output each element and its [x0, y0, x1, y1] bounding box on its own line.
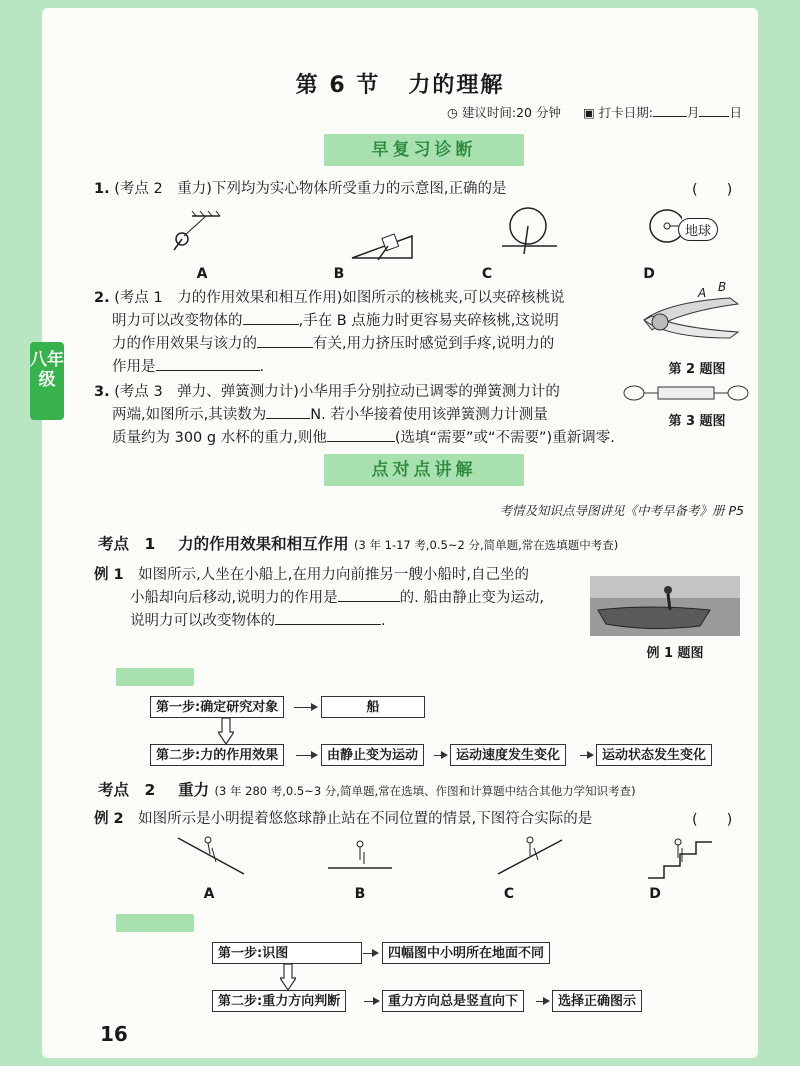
- thinking-tag-2: [116, 914, 194, 932]
- explain-banner: 点对点讲解: [324, 454, 524, 486]
- boat-photo: [590, 576, 740, 636]
- nutcracker-point-a: A: [698, 286, 707, 300]
- q2-blank-1[interactable]: [243, 310, 299, 325]
- q2-blank-2[interactable]: [257, 333, 313, 348]
- q3-caption: 第 3 题图: [668, 414, 726, 429]
- time-meta: ◷ 建议时间:20 分钟 ▣ 打卡日期: 月 日: [447, 102, 742, 121]
- q3-blank-2[interactable]: [327, 427, 395, 442]
- spring-scale-figure: [620, 378, 752, 408]
- ex2-answer-paren[interactable]: ( ): [692, 812, 733, 828]
- flow2-down-arrow: [280, 964, 296, 992]
- q1-option-d[interactable]: D: [643, 266, 655, 282]
- ex1-blank-2[interactable]: [275, 610, 381, 625]
- review-banner: 早复习诊断: [324, 134, 524, 166]
- section-name: 力的理解: [408, 73, 505, 98]
- question-3: 3. (考点 3 弹力、弹簧测力计)小华用手分别拉动已调零的弹簧测力计的 两端,如图所示,其读数为 N. 若小华接着使用该弹簧测力计测量 质量约为 300 g 水杯的重力,则他 (选填“需要”或“不需要”)重新调零.: [94, 384, 615, 446]
- ex2-figure-b: [328, 841, 392, 868]
- ex2-option-c[interactable]: C: [503, 886, 515, 902]
- flow1-box-1: 由静止变为运动: [321, 744, 424, 766]
- flow2-step1: 第一步:识图: [212, 942, 362, 964]
- page-number: 16: [100, 1022, 128, 1046]
- reference-note: 考情及知识点导图讲见《中考早备考》册 P5: [499, 503, 744, 518]
- ex2-figure-d: [648, 839, 712, 878]
- flow1-box-3: 运动状态发生变化: [596, 744, 712, 766]
- example-1: 例 1 如图所示,人坐在小船上,在用力向前推另一艘小船时,自己坐的 小船却向后移动,说明力的作用是 的. 船由静止变为运动, 说明力可以改变物体的 .: [94, 567, 544, 629]
- q1-figure-c: [502, 208, 557, 254]
- flow2-arrow-1: [363, 953, 377, 954]
- flow1-step1: 第一步:确定研究对象: [150, 696, 284, 718]
- flow2-step2: 第二步:重力方向判断: [212, 990, 346, 1012]
- q1-figure-a: [174, 211, 220, 250]
- flow1-box-2: 运动速度发生变化: [450, 744, 566, 766]
- q2-blank-3[interactable]: [156, 356, 260, 371]
- ex2-option-b[interactable]: B: [354, 886, 366, 902]
- flow1-target: 船: [321, 696, 425, 718]
- thinking-tag-1: [116, 668, 194, 686]
- flow2-arrow-3: [536, 1001, 548, 1002]
- month-blank[interactable]: [653, 102, 687, 117]
- q2-caption: 第 2 题图: [668, 362, 726, 377]
- calendar-icon: ▣: [582, 105, 595, 120]
- ex2-figure-a: [178, 837, 244, 874]
- q1-answer-paren[interactable]: ( ): [692, 182, 733, 198]
- q1-figures: [162, 206, 682, 268]
- topic-1-heading: 考点 1 力的作用效果和相互作用 (3 年 1-17 考,0.5~2 分,简单题,常在选填题中考查): [98, 535, 619, 553]
- flow2-box-1: 四幅图中小明所在地面不同: [382, 942, 550, 964]
- q1-figure-d: [650, 210, 682, 242]
- flow1-step2: 第二步:力的作用效果: [150, 744, 284, 766]
- topic-2-heading: 考点 2 重力 (3 年 280 考,0.5~3 分,简单题,常在选填、作图和计算题中结合其他力学知识考查): [98, 781, 636, 799]
- ex2-figures: [172, 834, 732, 884]
- flow1-arrow-3: [434, 755, 446, 756]
- question-1: 1. (考点 2 重力)下列均为实心物体所受重力的示意图,正确的是: [94, 181, 507, 197]
- grade-tab: 八年级: [30, 342, 64, 420]
- ex2-option-d[interactable]: D: [649, 886, 661, 902]
- clock-icon: ◷: [446, 105, 458, 120]
- q1-option-b[interactable]: B: [333, 266, 345, 282]
- flow2-arrow-2: [364, 1001, 378, 1002]
- flow1-arrow-4: [580, 755, 592, 756]
- flow2-box-3: 选择正确图示: [552, 990, 642, 1012]
- q1-option-c[interactable]: C: [481, 266, 493, 282]
- flow2-box-2: 重力方向总是竖直向下: [382, 990, 524, 1012]
- ex2-option-a[interactable]: A: [203, 886, 215, 902]
- section-number: 第 6 节: [295, 73, 381, 98]
- flow1-arrow-1: [294, 707, 316, 708]
- ex2-figure-c: [498, 837, 562, 874]
- earth-label: 地球: [678, 218, 718, 241]
- day-blank[interactable]: [699, 102, 729, 117]
- question-2: 2. (考点 1 力的作用效果和相互作用)如图所示的核桃夹,可以夹碎核桃说 明力可以改变物体的 ,手在 B 点施力时更容易夹碎核桃,这说明 力的作用效果与该力的 有关,用力挤压时感觉到手疼,说明力的 作用是 .: [94, 290, 565, 375]
- flow1-arrow-2: [296, 755, 316, 756]
- q1-option-a[interactable]: A: [196, 266, 208, 282]
- ex1-caption: 例 1 题图: [646, 646, 704, 661]
- q3-blank-1[interactable]: [266, 404, 310, 419]
- flow1-down-arrow: [218, 718, 234, 746]
- nutcracker-point-b: B: [718, 280, 727, 294]
- q1-figure-b: [352, 234, 412, 260]
- example-2: 例 2 如图所示是小明提着悠悠球静止站在不同位置的情景,下图符合实际的是: [94, 811, 593, 827]
- workbook-page: [42, 8, 758, 1058]
- nutcracker-figure: [638, 280, 748, 352]
- ex1-blank-1[interactable]: [338, 587, 400, 602]
- section-title: [42, 68, 758, 99]
